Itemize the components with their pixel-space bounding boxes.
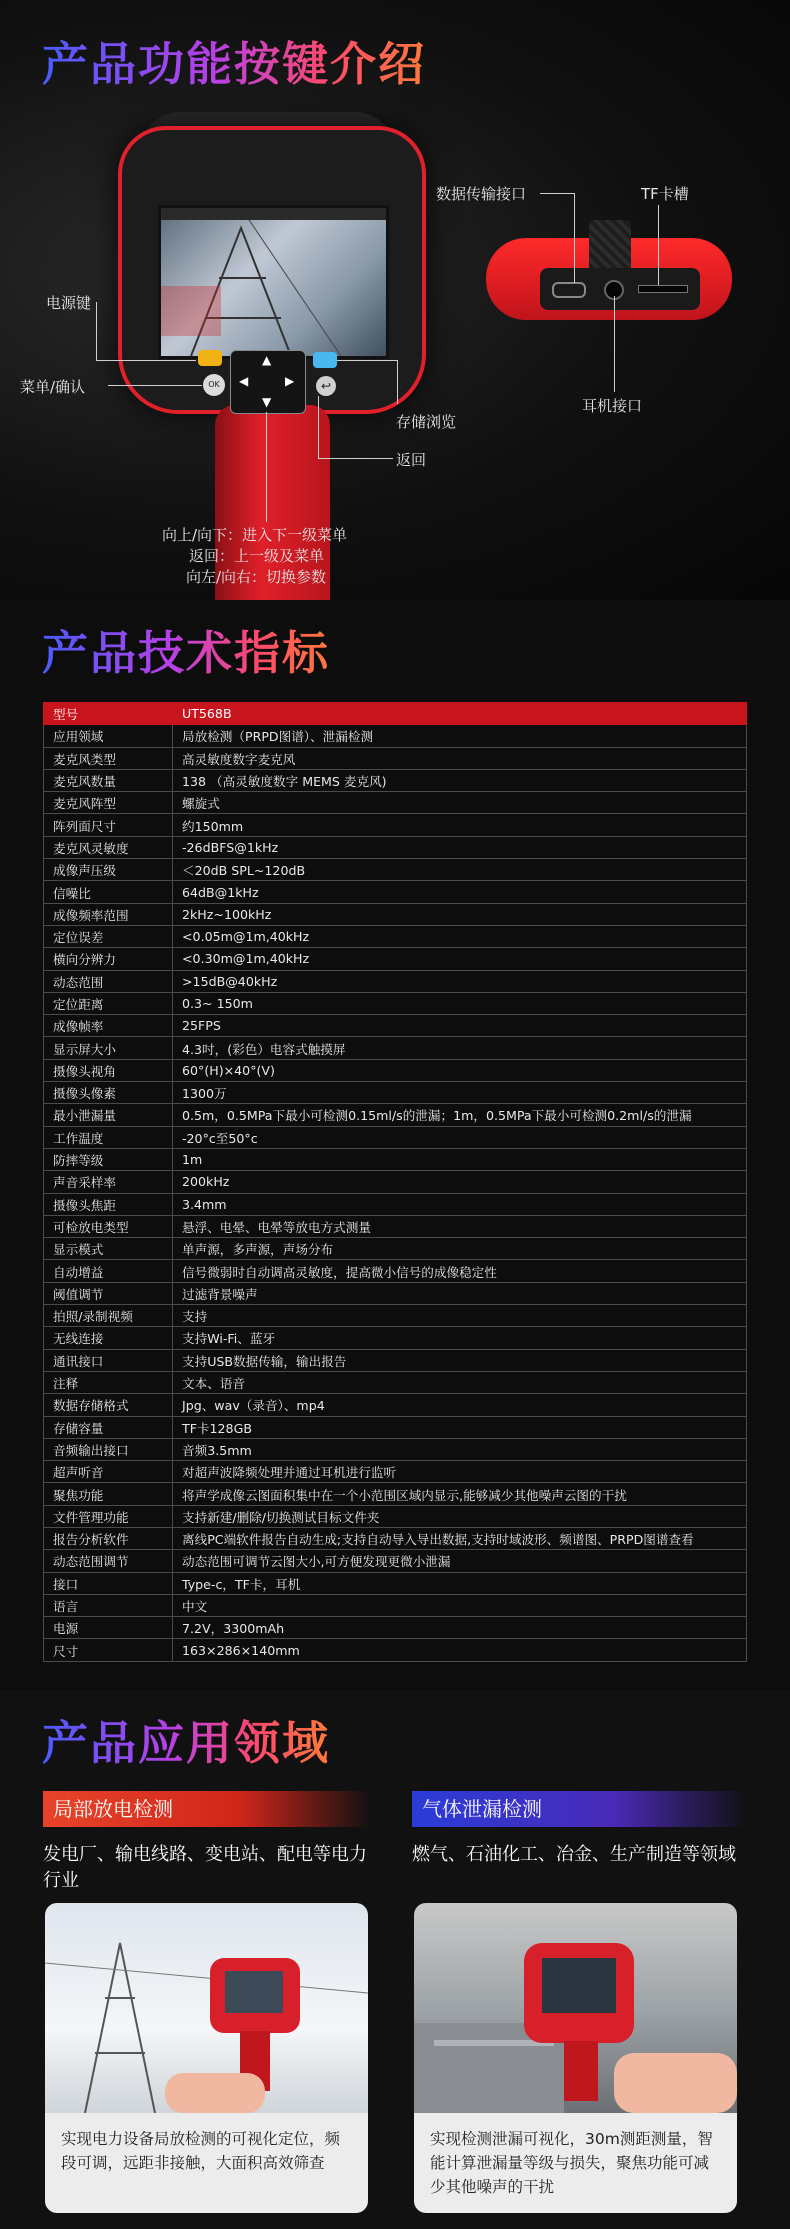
spec-value: 支持Wi-Fi、蓝牙: [173, 1327, 747, 1349]
spec-key: 信噪比: [44, 881, 173, 903]
partial-discharge-desc: 发电厂、输电线路、变电站、配电等电力行业: [43, 1844, 367, 1891]
key-intro-title: 产品功能按键介绍: [42, 28, 426, 94]
spec-value: 支持: [173, 1305, 747, 1327]
spec-value: 中文: [173, 1594, 747, 1616]
spec-value: 2kHz~100kHz: [173, 903, 747, 925]
spec-key: 工作温度: [44, 1126, 173, 1148]
spec-row: [44, 792, 747, 814]
spec-row: [44, 925, 747, 947]
back-line-v: [318, 396, 319, 458]
spec-value: 螺旋式: [173, 792, 747, 814]
spec-row: [44, 948, 747, 970]
spec-title: 产品技术指标: [42, 617, 330, 683]
ok-button[interactable]: OK: [203, 374, 225, 396]
nav-text-2: 返回：上一级及菜单: [189, 547, 325, 565]
spec-key: 可检放电类型: [44, 1215, 173, 1237]
port-panel: [540, 268, 700, 310]
spec-key: 数据存储格式: [44, 1394, 173, 1416]
spec-value: 支持USB数据传输，输出报告: [173, 1349, 747, 1371]
spec-value: 60°(H)×40°(V): [173, 1059, 747, 1081]
spec-row: [44, 836, 747, 858]
spec-key: 摄像头视角: [44, 1059, 173, 1081]
data-port-line-v: [574, 193, 575, 283]
spec-row: [44, 1594, 747, 1616]
spec-value: 1m: [173, 1148, 747, 1170]
spec-key: 无线连接: [44, 1327, 173, 1349]
data-port-label: 数据传输接口: [436, 185, 527, 203]
spec-value: 0.3~ 150m: [173, 992, 747, 1014]
back-key[interactable]: ↩: [316, 376, 336, 396]
partial-discharge-tag: 局部放电检测: [43, 1791, 371, 1827]
spec-row: [44, 1305, 747, 1327]
menu-confirm-label: 菜单/确认: [20, 378, 86, 396]
spec-value: 1300万: [173, 1082, 747, 1104]
spec-value: 4.3吋，(彩色）电容式触摸屏: [173, 1037, 747, 1059]
spec-value: 64dB@1kHz: [173, 881, 747, 903]
spec-value: 音频3.5mm: [173, 1438, 747, 1460]
dpad-line: [266, 412, 267, 522]
spec-value: 悬浮、电晕、电晕等放电方式测量: [173, 1215, 747, 1237]
spec-value: 25FPS: [173, 1015, 747, 1037]
spec-key: 自动增益: [44, 1260, 173, 1282]
earphone-label: 耳机接口: [582, 397, 643, 415]
power-key[interactable]: [198, 350, 222, 366]
spec-key: 尺寸: [44, 1639, 173, 1661]
partial-discharge-card-text: 实现电力设备局放检测的可视化定位，频段可调，远距非接触，大面积高效筛查: [45, 2113, 368, 2213]
power-key-line-h: [96, 360, 196, 361]
device-screen: [158, 205, 389, 359]
spec-key: 麦克风灵敏度: [44, 836, 173, 858]
spec-row: [44, 769, 747, 791]
spec-value: >15dB@40kHz: [173, 970, 747, 992]
spec-key: 文件管理功能: [44, 1505, 173, 1527]
spec-key: 横向分辨力: [44, 948, 173, 970]
tf-slot-label: TF卡槽: [641, 185, 689, 203]
spec-row: [44, 1059, 747, 1081]
spec-key: 麦克风类型: [44, 747, 173, 769]
spec-row: [44, 1639, 747, 1661]
spec-row: [44, 1104, 747, 1126]
spec-value: 3.4mm: [173, 1193, 747, 1215]
spec-key: 防摔等级: [44, 1148, 173, 1170]
spec-row: [44, 1527, 747, 1549]
down-arrow-icon[interactable]: ▼: [262, 395, 272, 409]
spec-row: [44, 1171, 747, 1193]
storage-browse-key[interactable]: [313, 352, 337, 368]
spec-value: 支持新建/删除/切换测试目标文件夹: [173, 1505, 747, 1527]
spec-key: 最小泄漏量: [44, 1104, 173, 1126]
spec-row: [44, 903, 747, 925]
spec-value: 0.5m，0.5MPa下最小可检测0.15ml/s的泄漏；1m，0.5MPa下最小可检测0.2ml/s的泄漏: [173, 1104, 747, 1126]
spec-key: 定位误差: [44, 925, 173, 947]
spec-row: [44, 1349, 747, 1371]
spec-row: [44, 1550, 747, 1572]
spec-row: [44, 1260, 747, 1282]
gas-leak-card: [414, 1903, 737, 2213]
spec-key: 应用领域: [44, 725, 173, 747]
spec-value: 信号微弱时自动调高灵敏度，提高微小信号的成像稳定性: [173, 1260, 747, 1282]
spec-key: 显示屏大小: [44, 1037, 173, 1059]
spec-key: 注释: [44, 1371, 173, 1393]
storage-browse-label: 存储浏览: [396, 413, 457, 431]
spec-key: 音频输出接口: [44, 1438, 173, 1460]
left-arrow-icon[interactable]: ◀: [239, 374, 249, 388]
spec-key: 动态范围: [44, 970, 173, 992]
spec-row: [44, 881, 747, 903]
earphone-line: [614, 296, 615, 392]
gas-leak-tag: 气体泄漏检测: [412, 1791, 747, 1827]
spec-key: 摄像头像素: [44, 1082, 173, 1104]
spec-value: -26dBFS@1kHz: [173, 836, 747, 858]
type-c-port[interactable]: [552, 282, 586, 298]
spec-value: 单声源，多声源，声场分布: [173, 1238, 747, 1260]
spec-header-value: UT568B: [173, 703, 747, 725]
spec-key: 电源: [44, 1617, 173, 1639]
menu-confirm-line: [108, 385, 202, 386]
spec-value: Jpg、wav（录音）、mp4: [173, 1394, 747, 1416]
spec-key: 麦克风数量: [44, 769, 173, 791]
spec-row: [44, 1215, 747, 1237]
spec-key: 成像频率范围: [44, 903, 173, 925]
spec-key: 成像帧率: [44, 1015, 173, 1037]
spec-value: TF卡128GB: [173, 1416, 747, 1438]
spec-value: <0.05m@1m,40kHz: [173, 925, 747, 947]
spec-row: [44, 1015, 747, 1037]
power-line-photo: [45, 1903, 368, 2113]
spec-row: [44, 859, 747, 881]
spec-key: 成像声压级: [44, 859, 173, 881]
spec-row: [44, 1416, 747, 1438]
spec-key: 阈值调节: [44, 1282, 173, 1304]
spec-row: [44, 747, 747, 769]
spec-row: [44, 1282, 747, 1304]
spec-value: 163×286×140mm: [173, 1639, 747, 1661]
power-key-line: [96, 302, 97, 360]
spec-key: 超声听音: [44, 1461, 173, 1483]
spec-value: 约150mm: [173, 814, 747, 836]
spec-row: [44, 725, 747, 747]
spec-row: [44, 1461, 747, 1483]
spec-value: ＜20dB SPL~120dB: [173, 859, 747, 881]
partial-discharge-card: [45, 1903, 368, 2213]
application-title: 产品应用领域: [42, 1707, 330, 1773]
spec-key: 定位距离: [44, 992, 173, 1014]
power-key-label: 电源键: [46, 294, 92, 312]
direction-pad[interactable]: [230, 350, 306, 414]
spec-row: [44, 1438, 747, 1460]
spec-key: 语言: [44, 1594, 173, 1616]
spec-value: 动态范围可调节云图大小,可方便发现更微小泄漏: [173, 1550, 747, 1572]
spec-value: 高灵敏度数字麦克风: [173, 747, 747, 769]
spec-row: [44, 992, 747, 1014]
spec-key: 拍照/录制视频: [44, 1305, 173, 1327]
spec-key: 麦克风阵型: [44, 792, 173, 814]
spec-row: [44, 1327, 747, 1349]
spec-header-row: [44, 703, 747, 725]
spec-key: 显示模式: [44, 1238, 173, 1260]
spec-value: 将声学成像云图面积集中在一个小范围区域内显示,能够减少其他噪声云图的干扰: [173, 1483, 747, 1505]
spec-key: 聚焦功能: [44, 1483, 173, 1505]
spec-header-key: 型号: [44, 703, 173, 725]
spec-row: [44, 1505, 747, 1527]
spec-table: [43, 702, 747, 1662]
spec-row: [44, 1193, 747, 1215]
storage-line-v: [397, 360, 398, 404]
spec-row: [44, 814, 747, 836]
nav-text-3: 向左/向右：切换参数: [186, 568, 327, 586]
industrial-photo: [414, 1903, 737, 2113]
spec-row: [44, 1483, 747, 1505]
up-arrow-icon[interactable]: ▲: [262, 353, 272, 367]
spec-row: [44, 1572, 747, 1594]
spec-value: 局放检测（PRPD图谱）、泄漏检测: [173, 725, 747, 747]
spec-value: 7.2V，3300mAh: [173, 1617, 747, 1639]
spec-row: [44, 1617, 747, 1639]
spec-key: 接口: [44, 1572, 173, 1594]
right-arrow-icon[interactable]: ▶: [285, 374, 295, 388]
spec-row: [44, 1394, 747, 1416]
spec-value: <0.30m@1m,40kHz: [173, 948, 747, 970]
back-line-h: [318, 458, 393, 459]
spec-value: 文本、语音: [173, 1371, 747, 1393]
spec-row: [44, 1126, 747, 1148]
tf-card-slot[interactable]: [638, 285, 688, 293]
spec-row: [44, 1148, 747, 1170]
nav-text-1: 向上/向下：进入下一级菜单: [162, 526, 348, 544]
back-label: 返回: [396, 451, 427, 469]
spec-value: 过滤背景噪声: [173, 1282, 747, 1304]
spec-row: [44, 970, 747, 992]
spec-row: [44, 1371, 747, 1393]
spec-key: 阵列面尺寸: [44, 814, 173, 836]
spec-value: 138 （高灵敏度数字 MEMS 麦克风): [173, 769, 747, 791]
spec-key: 通讯接口: [44, 1349, 173, 1371]
spec-value: Type-c，TF卡，耳机: [173, 1572, 747, 1594]
spec-key: 声音采样率: [44, 1171, 173, 1193]
spec-row: [44, 1037, 747, 1059]
spec-row: [44, 1082, 747, 1104]
spec-value: -20°c至50°c: [173, 1126, 747, 1148]
tf-slot-line: [658, 205, 659, 285]
spec-value: 离线PC端软件报告自动生成;支持自动导入导出数据,支持时域波形、频谱图、PRPD图谱查看: [173, 1527, 747, 1549]
spec-key: 摄像头焦距: [44, 1193, 173, 1215]
spec-key: 报告分析软件: [44, 1527, 173, 1549]
storage-line-h: [337, 360, 397, 361]
gas-leak-card-text: 实现检测泄漏可视化，30m测距测量，智能计算泄漏量等级与损失，聚焦功能可减少其他噪声的干扰: [414, 2113, 737, 2213]
gas-leak-desc: 燃气、石油化工、冶金、生产制造等领域: [412, 1844, 736, 1865]
data-port-line-h: [540, 193, 574, 194]
spec-value: 对超声波降频处理并通过耳机进行监听: [173, 1461, 747, 1483]
spec-key: 动态范围调节: [44, 1550, 173, 1572]
spec-value: 200kHz: [173, 1171, 747, 1193]
spec-key: 存储容量: [44, 1416, 173, 1438]
spec-row: [44, 1238, 747, 1260]
